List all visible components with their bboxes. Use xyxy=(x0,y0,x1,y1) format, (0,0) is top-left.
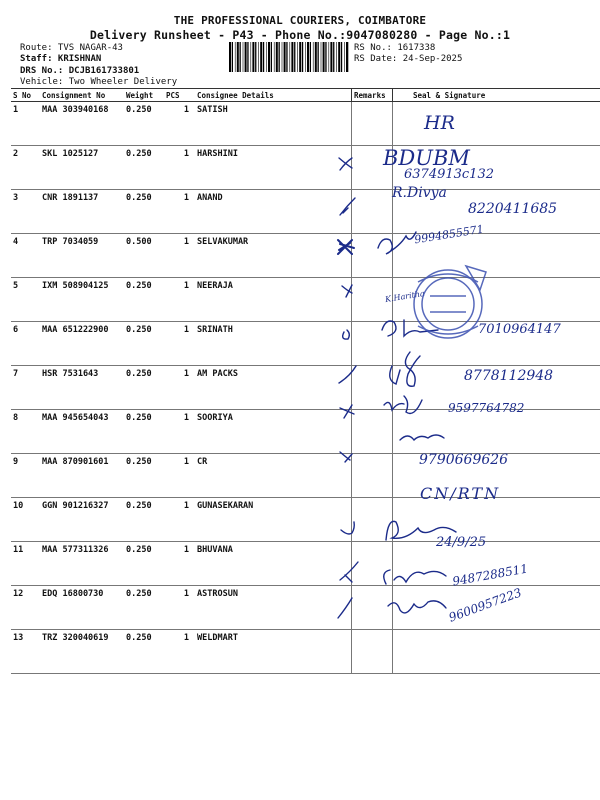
barcode-bar xyxy=(305,42,306,72)
table-header-row xyxy=(11,89,600,102)
barcode-bar xyxy=(299,42,301,72)
row-weight: 0.250 xyxy=(124,322,164,366)
row-consignee: AM PACKS xyxy=(195,366,352,410)
handwriting-row-10: CN/RTN xyxy=(420,484,501,503)
row-sno: 9 xyxy=(11,454,40,498)
row-weight: 0.250 xyxy=(124,190,164,234)
row-consignment-no: EDQ 16800730 xyxy=(40,586,124,630)
row-remarks xyxy=(352,102,393,146)
barcode-bar xyxy=(237,42,239,72)
barcode-bar xyxy=(341,42,342,72)
row-remarks xyxy=(352,366,393,410)
company-title: THE PROFESSIONAL COURIERS, COIMBATORE xyxy=(173,14,427,27)
barcode-bar xyxy=(258,42,259,72)
row-pcs: 1 xyxy=(164,234,195,278)
row-consignee: WELDMART xyxy=(195,630,352,674)
row-weight: 0.250 xyxy=(124,542,164,586)
row-weight: 0.250 xyxy=(124,146,164,190)
row-sno: 12 xyxy=(11,586,40,630)
header-remarks: Remarks xyxy=(352,89,393,102)
barcode-bar xyxy=(252,42,254,72)
vehicle-label: Vehicle: Two Wheeler Delivery xyxy=(20,77,178,87)
route-label: Route: TVS NAGAR-43 xyxy=(20,43,123,53)
barcode-bar xyxy=(245,42,247,72)
row-remarks xyxy=(352,586,393,630)
row-consignee: CR xyxy=(195,454,352,498)
barcode-bar xyxy=(294,42,295,72)
row-pcs: 1 xyxy=(164,366,195,410)
row-remarks xyxy=(352,234,393,278)
row-pcs: 1 xyxy=(164,498,195,542)
barcode-bar xyxy=(266,42,267,72)
row-pcs: 1 xyxy=(164,146,195,190)
handwriting-row-8-phone: 9597764782 xyxy=(448,401,525,415)
handwriting-row-12-phone: 9487288511 xyxy=(451,561,529,589)
row-remarks xyxy=(352,542,393,586)
row-weight: 0.250 xyxy=(124,410,164,454)
barcode-bar xyxy=(321,42,322,72)
barcode-bar xyxy=(329,42,330,72)
row-sno: 13 xyxy=(11,630,40,674)
header-pcs: PCS xyxy=(164,89,195,102)
barcode-bar xyxy=(286,42,287,72)
barcode-bar xyxy=(297,42,298,72)
handwriting-row-9-phone: 9790669626 xyxy=(419,452,509,468)
row-consignment-no: HSR 7531643 xyxy=(40,366,124,410)
row-consignee: HARSHINI xyxy=(195,146,352,190)
handwriting-row-3-name: R.Divya xyxy=(392,185,447,201)
row-pcs: 1 xyxy=(164,586,195,630)
row-consignee: ANAND xyxy=(195,190,352,234)
barcode-bar xyxy=(229,42,231,72)
barcode-bar xyxy=(260,42,262,72)
header-seal: Seal & Signature xyxy=(393,89,600,102)
barcode-bar xyxy=(251,42,252,72)
barcode-bar xyxy=(338,42,340,72)
table-row xyxy=(11,410,600,454)
row-sno: 3 xyxy=(11,190,40,234)
header-weight: Weight xyxy=(124,89,164,102)
row-sno: 5 xyxy=(11,278,40,322)
row-consignee: NEERAJA xyxy=(195,278,352,322)
barcode-bar xyxy=(346,42,348,72)
header-consignment: Consignment No xyxy=(40,89,124,102)
table-row xyxy=(11,498,600,542)
barcode-bar xyxy=(240,42,241,72)
row-consignment-no: IXM 508904125 xyxy=(40,278,124,322)
barcode-bar xyxy=(310,42,311,72)
handwriting-row-1: HR xyxy=(424,112,455,134)
row-sno: 4 xyxy=(11,234,40,278)
handwriting-row-13-phone: 9600957223 xyxy=(446,585,524,625)
row-remarks xyxy=(352,410,393,454)
barcode-bar xyxy=(276,42,278,72)
row-pcs: 1 xyxy=(164,278,195,322)
handwriting-row-2-signature: BDUBM xyxy=(383,146,470,170)
handwriting-row-6-phone: 7010964147 xyxy=(478,322,561,337)
rs-number: RS No.: 1617338 xyxy=(354,43,436,53)
barcode-bar xyxy=(282,42,283,72)
row-consignee: SOORIYA xyxy=(195,410,352,454)
table-row xyxy=(11,146,600,190)
header-sno: S No xyxy=(11,89,40,102)
row-sno: 2 xyxy=(11,146,40,190)
table-row xyxy=(11,278,600,322)
row-remarks xyxy=(352,322,393,366)
row-weight: 0.250 xyxy=(124,102,164,146)
barcode-bar xyxy=(274,42,275,72)
barcode-bar xyxy=(247,42,248,72)
row-remarks xyxy=(352,630,393,674)
handwriting-row-11-date: 24/9/25 xyxy=(436,535,487,550)
row-weight: 0.500 xyxy=(124,234,164,278)
barcode-bar xyxy=(271,42,272,72)
row-consignee: ASTROSUN xyxy=(195,586,352,630)
row-sno: 8 xyxy=(11,410,40,454)
barcode-bar xyxy=(325,42,326,72)
row-consignee: SRINATH xyxy=(195,322,352,366)
row-consignee: BHUVANA xyxy=(195,542,352,586)
row-consignment-no: GGN 901216327 xyxy=(40,498,124,542)
table-row xyxy=(11,630,600,674)
row-consignee: GUNASEKARAN xyxy=(195,498,352,542)
row-remarks xyxy=(352,190,393,234)
row-consignment-no: SKL 1025127 xyxy=(40,146,124,190)
row-sno: 7 xyxy=(11,366,40,410)
row-remarks xyxy=(352,454,393,498)
barcode-bar xyxy=(330,42,332,72)
runsheet-subtitle: Delivery Runsheet - P43 - Phone No.:9047080280 - Page No.:1 xyxy=(89,28,511,42)
row-consignment-no: MAA 945654043 xyxy=(40,410,124,454)
row-seal-signature xyxy=(393,498,600,542)
row-weight: 0.250 xyxy=(124,454,164,498)
row-consignee: SELVAKUMAR xyxy=(195,234,352,278)
row-pcs: 1 xyxy=(164,630,195,674)
drs-number: DRS No.: DCJB161733801 xyxy=(20,66,140,76)
row-consignment-no: MAA 870901601 xyxy=(40,454,124,498)
row-pcs: 1 xyxy=(164,410,195,454)
row-weight: 0.250 xyxy=(124,366,164,410)
row-remarks xyxy=(352,498,393,542)
row-weight: 0.250 xyxy=(124,498,164,542)
row-sno: 1 xyxy=(11,102,40,146)
row-sno: 6 xyxy=(11,322,40,366)
staff-label: Staff: KRISHNAN xyxy=(20,54,102,64)
table-row xyxy=(11,102,600,146)
barcode-bar xyxy=(255,42,256,72)
row-pcs: 1 xyxy=(164,542,195,586)
row-weight: 0.250 xyxy=(124,586,164,630)
row-consignment-no: CNR 1891137 xyxy=(40,190,124,234)
barcode-bar xyxy=(232,42,233,72)
barcode-bar xyxy=(243,42,244,72)
table-row xyxy=(11,454,600,498)
row-sno: 11 xyxy=(11,542,40,586)
row-pcs: 1 xyxy=(164,322,195,366)
barcode-bar xyxy=(235,42,236,72)
row-seal-signature xyxy=(393,410,600,454)
row-consignment-no: MAA 303940168 xyxy=(40,102,124,146)
barcode-bar xyxy=(302,42,303,72)
handwriting-row-5: K.Haritha xyxy=(384,288,426,305)
barcode-bar xyxy=(290,42,291,72)
handwriting-row-3-phone: 8220411685 xyxy=(468,201,558,217)
barcode-bar xyxy=(313,42,314,72)
row-seal-signature xyxy=(393,630,600,674)
handwriting-row-4-phone: 9994855571 xyxy=(413,222,485,247)
handwriting-row-7-phone: 8778112948 xyxy=(464,368,554,384)
row-weight: 0.250 xyxy=(124,278,164,322)
rs-date: RS Date: 24-Sep-2025 xyxy=(354,54,463,64)
row-seal-signature xyxy=(393,278,600,322)
row-weight: 0.250 xyxy=(124,630,164,674)
row-consignment-no: MAA 651222900 xyxy=(40,322,124,366)
handwriting-row-2-phone: 6374913c132 xyxy=(404,167,494,182)
row-sno: 10 xyxy=(11,498,40,542)
barcode-bar xyxy=(284,42,286,72)
row-consignee: SATISH xyxy=(195,102,352,146)
barcode-bar xyxy=(263,42,264,72)
header-consignee: Consignee Details xyxy=(195,89,352,102)
table-row xyxy=(11,234,600,278)
row-consignment-no: TRZ 320040619 xyxy=(40,630,124,674)
barcode-bar xyxy=(315,42,317,72)
barcode-bar xyxy=(268,42,270,72)
barcode-bar xyxy=(279,42,280,72)
row-pcs: 1 xyxy=(164,454,195,498)
barcode-bar xyxy=(307,42,309,72)
barcode-bar xyxy=(336,42,337,72)
barcode-bar xyxy=(291,42,293,72)
row-consignment-no: MAA 577311326 xyxy=(40,542,124,586)
barcode-bar xyxy=(318,42,319,72)
barcode-bar xyxy=(333,42,334,72)
row-pcs: 1 xyxy=(164,102,195,146)
barcode-bar xyxy=(344,42,345,72)
barcode-bar xyxy=(323,42,325,72)
barcode xyxy=(229,42,349,72)
row-consignment-no: TRP 7034059 xyxy=(40,234,124,278)
row-pcs: 1 xyxy=(164,190,195,234)
